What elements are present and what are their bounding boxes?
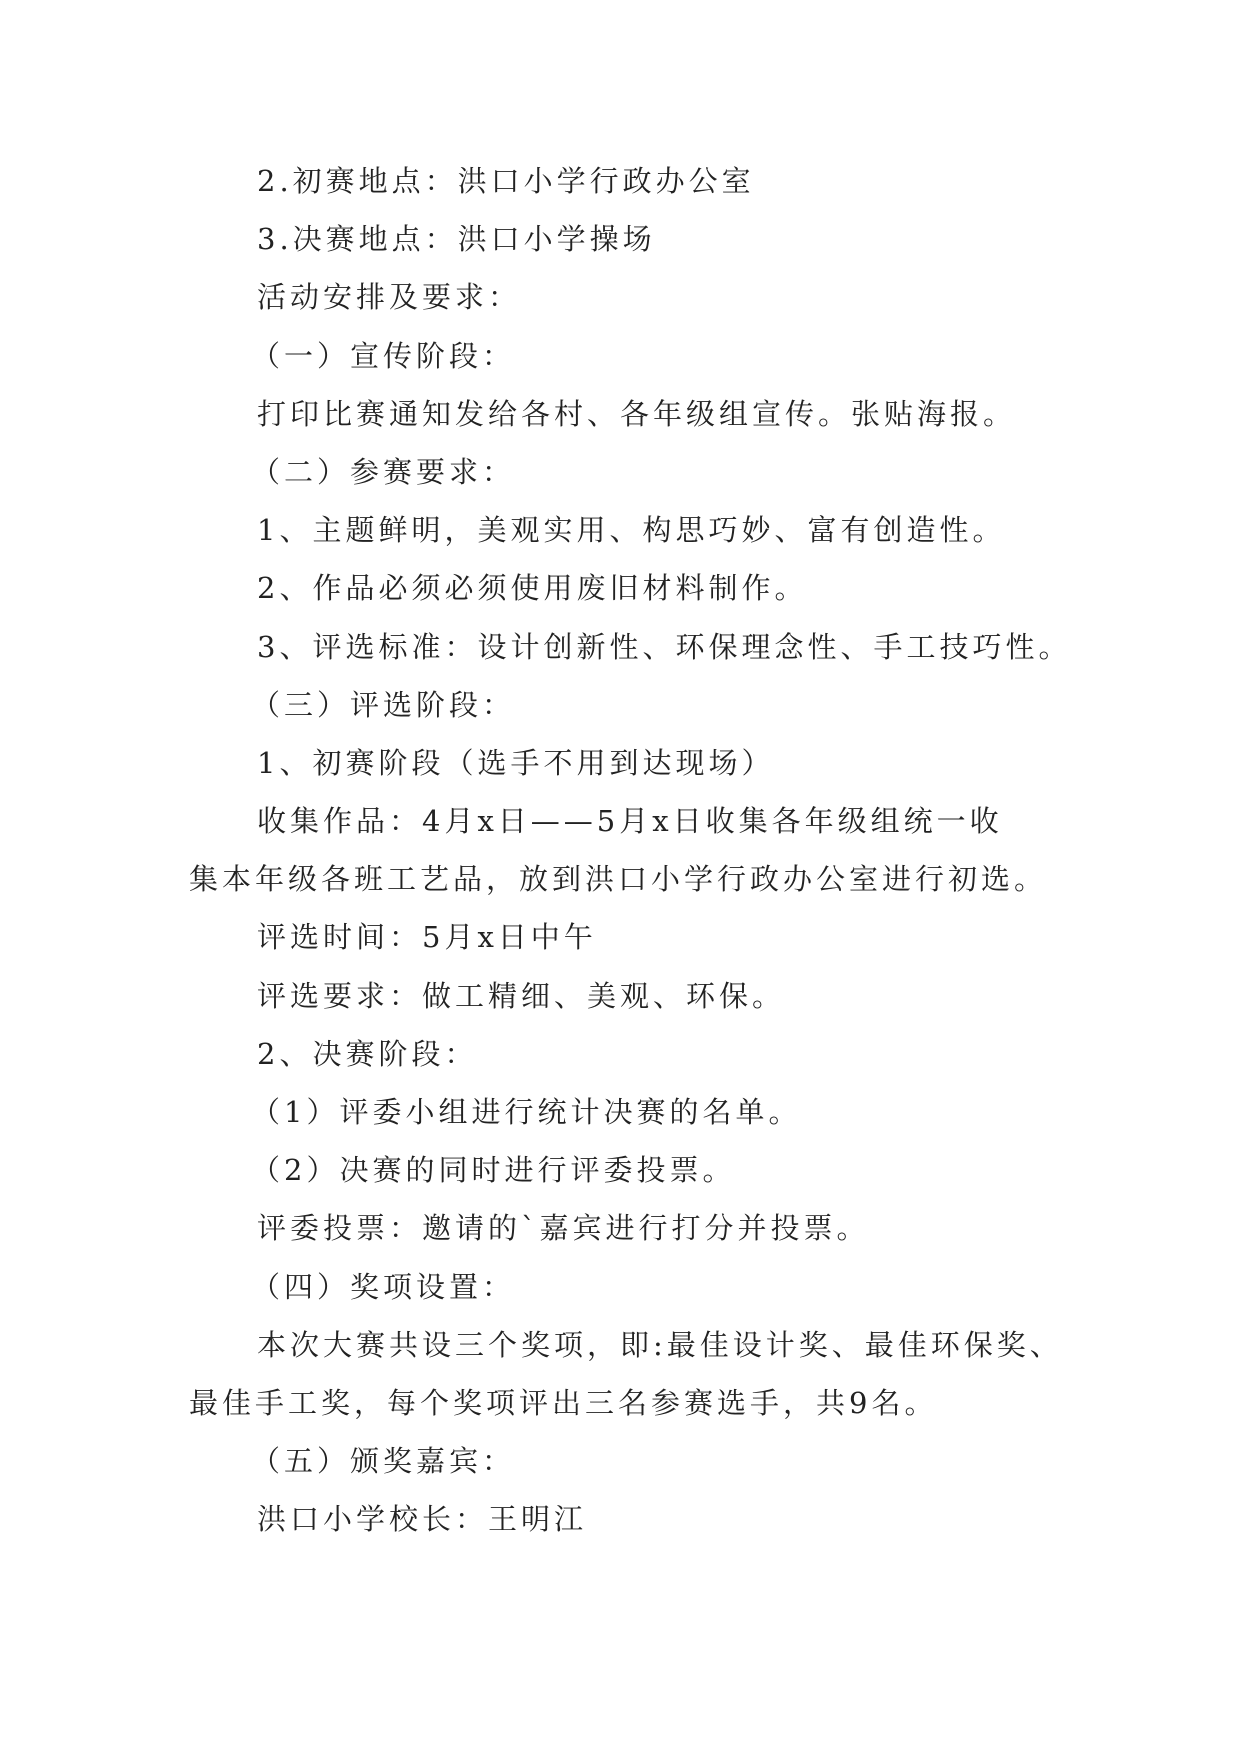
section-heading-publicity: （一）宣传阶段： (251, 338, 516, 373)
publicity-text: 打印比赛通知发给各村、各年级组宣传。张贴海报。 (257, 396, 1017, 431)
awards-text-line-2: 最佳手工奖，每个奖项评出三名参赛选手，共9名。 (189, 1385, 938, 1420)
final-stage-item-2: （2）决赛的同时进行评委投票。 (251, 1153, 736, 1188)
final-venue-line: 3.决赛地点：洪口小学操场 (257, 222, 656, 257)
arrangements-heading: 活动安排及要求： (257, 280, 522, 315)
selection-requirement-line: 评选要求：做工精细、美观、环保。 (257, 978, 786, 1013)
requirement-item-3: 3、评选标准：设计创新性、环保理念性、手工技巧性。 (257, 629, 1072, 664)
section-heading-awards: （四）奖项设置： (251, 1269, 516, 1304)
document-body (0, 152, 1241, 1549)
selection-time-line: 评选时间：5月x日中午 (257, 920, 597, 955)
awards-text-line-1: 本次大赛共设三个奖项，即:最佳设计奖、最佳环保奖、 (257, 1327, 1063, 1362)
prelim-venue-line: 2.初赛地点：洪口小学行政办公室 (257, 164, 755, 198)
requirement-item-1: 1、主题鲜明，美观实用、构思巧妙、富有创造性。 (257, 513, 1006, 548)
judge-voting-line: 评委投票：邀请的`嘉宾进行打分并投票。 (257, 1211, 870, 1246)
section-heading-selection: （三）评选阶段： (251, 687, 516, 722)
prelim-stage-heading: 1、初赛阶段（选手不用到达现场） (257, 745, 775, 780)
final-stage-heading: 2、决赛阶段： (257, 1036, 478, 1071)
requirement-item-2: 2、作品必须必须使用废旧材料制作。 (257, 571, 808, 606)
final-stage-item-1: （1）评委小组进行统计决赛的名单。 (251, 1095, 802, 1129)
section-heading-requirements: （二）参赛要求： (251, 454, 516, 489)
collection-text-line-1: 收集作品：4月x日——5月x日收集各年级组统一收 (257, 804, 1003, 839)
collection-text-line-2: 集本年级各班工艺品，放到洪口小学行政办公室进行初选。 (189, 862, 1048, 897)
principal-line: 洪口小学校长：王明江 (257, 1502, 588, 1537)
section-heading-presenters: （五）颁奖嘉宾： (251, 1444, 516, 1479)
